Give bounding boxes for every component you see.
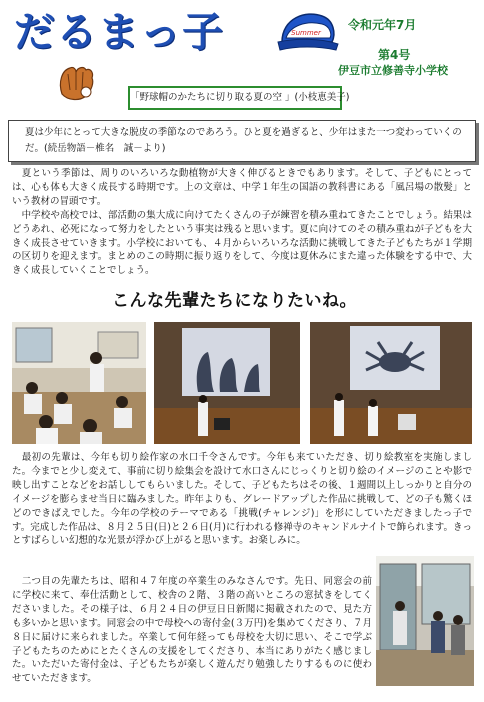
section-heading: こんな先輩たちになりたいね。 [112,291,357,311]
issue-number: 第4号 [378,48,411,62]
paper-cutting-paragraph: 最初の先輩は、今年も切り絵作家の水口千令さんです。今年も来ていただき、切り絵教室を実施しました。今までと少し変えて、事前に切り絵集会を設けて水口さんにじっくりと切り絵のイメージのことや影で映し出すことなどをお話ししてもらいました。そして、子どもたちはその後、１週間以上しっかりと自分のイメージを膨らませ当日に臨みました。昨年よりも、グレードアップした作品に挑戦して、どの子も驚くほどのできばえでした。今年の学校のテーマである「挑戦(チャレンジ)」を形にしていただきましたっ子です。完成した作品は、８月２５日(日)と２６日(月)に行われる修禅寺のキャンドルナイトで飾られます。きっとすばらしい幻想的な光景が浮かび上がると思います。お楽しみに。 [12,452,472,547]
baseball-cap-icon [276,8,340,54]
classroom-photo [12,322,146,444]
cap-text: Summer [291,29,321,37]
shadow-play-photo-1 [154,322,300,444]
quote-text: 夏は少年にとって大きな脱皮の季節なのであろう。ひと夏を過ぎると、少年はまた一つ変わっていくのだ。(続岳物語－椎名 誠－より) [25,127,462,154]
shadow-play-photo-2 [310,322,472,444]
newsletter-title: だるまっ子 [14,8,224,56]
school-name: 伊豆市立修善寺小学校 [338,64,448,77]
quote-box [8,120,476,162]
alumni-paragraph: 二つ目の先輩たちは、昭和４７年度の卒業生のみなさんです。先日、同窓会の前に学校に来て、奉仕活動として、校舎の２階、３階の高いところの窓拭きをしてくださいました。その様子は、６月２４日の伊豆日日新聞に掲載されたので、見た方も多いかと思います。同窓会の中で母校への寄付金(３万円)を集めてくださり、７月８日に届けに来られました。卒業して何年経っても母校を大切に思い、そこで学ぶ子どもたちのためにとたくさんの支援をしてくださり、本当にありがたく感じました。いただいた寄付金は、子どもたちが楽しく遊んだり勉強したりするものに使わせていただきます。 [12,576,372,685]
baseball-glove-icon [56,64,96,102]
publication-date: 令和元年7月 [348,18,417,32]
window-cleaning-photo [376,556,474,686]
haiku-caption: 「野球帽のかたちに切り取る夏の空 」(小枝恵美子) [128,86,342,110]
intro-paragraph: 夏という季節は、周りのいろいろな動植物が大きく伸びるときでもあります。そして、子どもにとっては、心も体も大きく成長する時期です。上の文章は、中学１年生の国語の教科書にある「風呂場の散髪」という教材の冒頭です。 中学校や高校では、部活動の集大成に向けてたくさんの子が練習を積み重ねてきたことでしょう。結果はどうあれ、必死になって努力をしたという事実は残ると思います。夏に向けてのその積み重ねが子どもを大きく成長させていきます。小学校においても、４月からいろいろな活動に挑戦してきた子どもたちが１学期の区切りを迎えます。まとめのこの時期に振り返りをして、今度は夏休みにまた違った体験をする中で、大きく成長していくことでしょう。 [12,168,472,277]
